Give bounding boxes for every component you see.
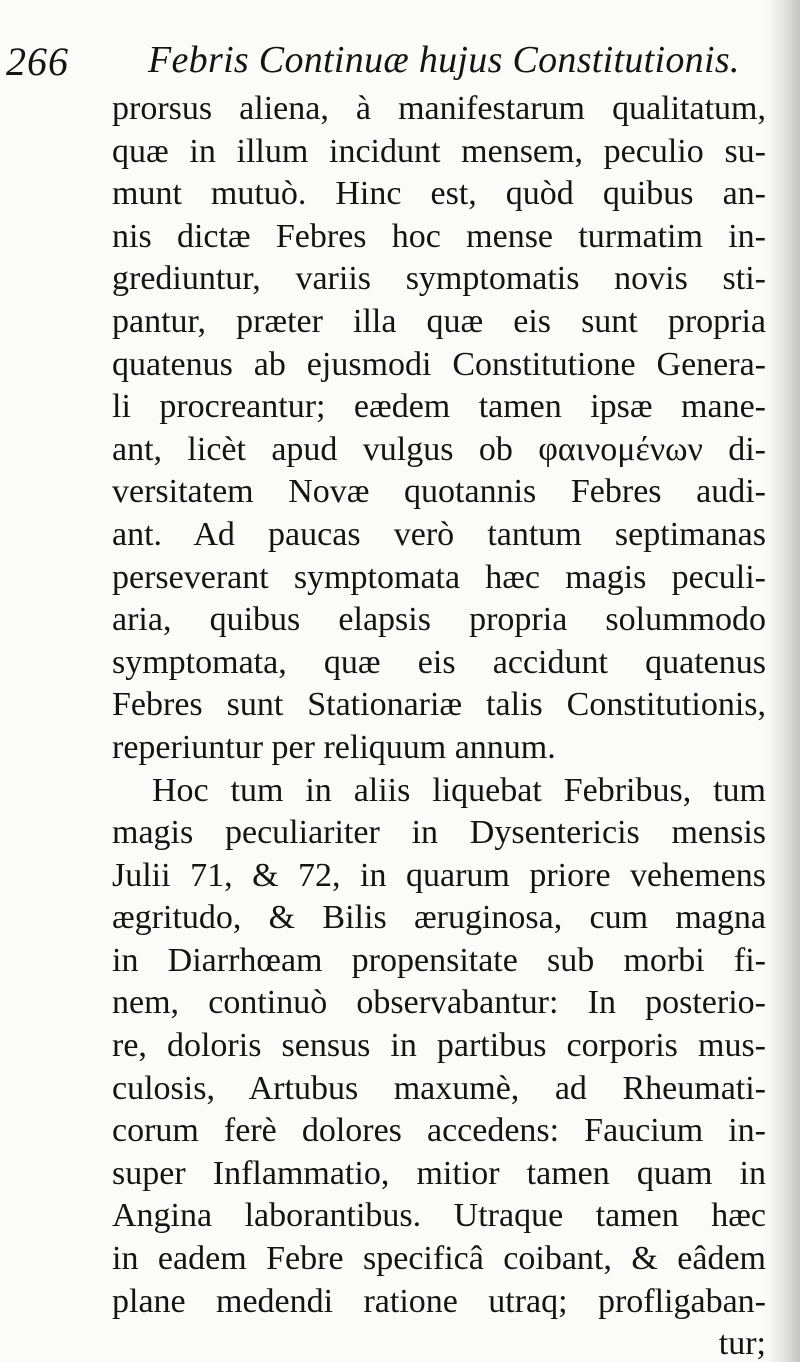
text-line: quæ in illum incidunt mensem, peculio su- [112, 132, 766, 170]
text-line: perseverant symptomata hæc magis peculi- [112, 558, 766, 596]
text-line: nis dictæ Febres hoc mense turmatim in- [112, 217, 766, 255]
catchword: tur; [718, 1325, 766, 1362]
text-line: ant, licèt apud vulgus ob φαινομένων di- [112, 430, 766, 468]
text-line: ant. Ad paucas verò tantum septimanas [112, 515, 766, 553]
text-line: plane medendi ratione utraq; profligaban- [112, 1282, 766, 1320]
text-line: Febres sunt Stationariæ talis Constitutionis, [112, 686, 766, 724]
text-line: magis peculiariter in Dysentericis mensis [112, 814, 766, 852]
text-line: Julii 71, & 72, in quarum priore vehemens [112, 856, 766, 894]
text-line: re, doloris sensus in partibus corporis mus- [112, 1027, 766, 1065]
text-line: corum ferè dolores accedens: Faucium in- [112, 1112, 766, 1150]
text-line: in Diarrhœam propensitate sub morbi fi- [112, 941, 766, 979]
text-line: culosis, Artubus maxumè, ad Rheumati- [112, 1069, 766, 1107]
text-line: Angina laborantibus. Utraque tamen hæc [112, 1197, 766, 1235]
text-line: aria, quibus elapsis propria solummodo [112, 601, 766, 639]
text-line: li procreantur; eædem tamen ipsæ mane- [112, 388, 766, 426]
running-title: Febris Continuæ hujus Constitutionis. [148, 39, 740, 81]
page-gutter-shadow [766, 0, 800, 1362]
text-line: versitatem Novæ quotannis Febres audi- [112, 473, 766, 511]
text-line: reperiuntur per reliquum annum. [112, 728, 556, 766]
text-line: ægritudo, & Bilis æruginosa, cum magna [112, 899, 766, 937]
text-line: symptomata, quæ eis accidunt quatenus [112, 643, 766, 681]
text-line: grediuntur, variis symptomatis novis sti- [112, 260, 766, 298]
text-line: pantur, præter illa quæ eis sunt propria [112, 302, 766, 340]
text-line: nem, continuò observabantur: In posterio- [112, 984, 766, 1022]
text-line: munt mutuò. Hinc est, quòd quibus an- [112, 175, 766, 213]
running-head [6, 34, 766, 94]
body-text [112, 88, 766, 1362]
text-line: quatenus ab ejusmodi Constitutione Genera- [112, 345, 766, 383]
text-line: prorsus aliena, à manifestarum qualitatum, [112, 90, 766, 127]
page-number: 266 [6, 39, 69, 84]
paragraph-start-line: Hoc tum in aliis liquebat Febribus, tum [152, 771, 766, 809]
text-line: in eadem Febre specificâ coibant, & eâdem [112, 1240, 766, 1278]
text-line: super Inflammatio, mitior tamen quam in [112, 1154, 766, 1192]
